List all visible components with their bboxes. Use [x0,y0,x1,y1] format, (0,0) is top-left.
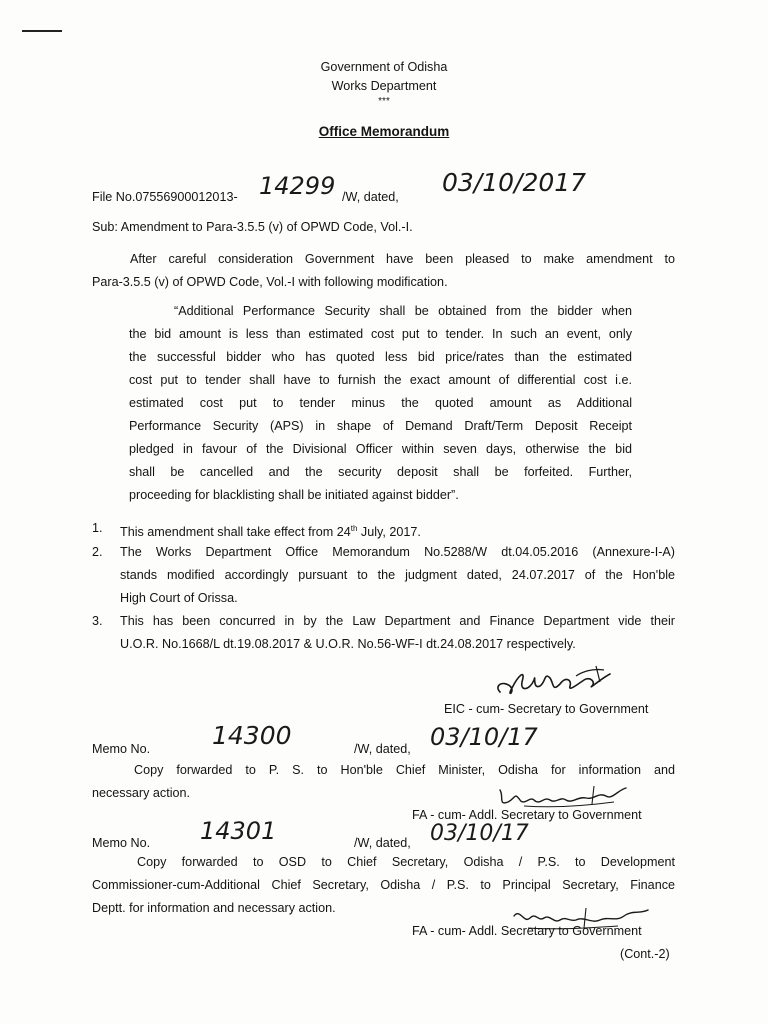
quote-line: proceeding for blacklisting shall be initiated against bidder”. [129,488,459,502]
department-name: Works Department [331,79,437,93]
point-text: This amendment shall take effect from 24th July, 2017. [120,524,421,540]
point-text: This has been concurred in by the Law Department and Finance Department vide their U.O.R. No.1668/L dt.19.08.2017 & U.O.R. No.56-WF-I dt.24.08.2017 respectively. [120,614,675,651]
memo-date-handwritten: 03/10/17 [430,723,538,751]
file-date-handwritten: 03/10/2017 [442,168,587,197]
quote-line: “Additional Performance Security shall be obtained from the bidder when [174,304,632,318]
memo-label: Memo No. [92,742,151,756]
quote-line: shall be cancelled and the security deposit shall be forfeited. Further, [129,465,632,479]
quote-line: the bid amount is less than estimated cost put to tender. In such an event, only [129,327,632,341]
intro-line: Para-3.5.5 (v) of OPWD Code, Vol.-I with following modification. [92,275,448,289]
quoted-amendment [129,300,632,507]
scan-mark [22,30,62,32]
intro-paragraph [92,248,675,294]
header [0,58,768,108]
signatory-fa-1: FA - cum- Addl. Secretary to Government [412,808,642,822]
quote-line: estimated cost put to tender minus the quoted amount as Additional [129,396,632,410]
government-name: Government of Odisha [320,60,448,74]
file-number-line [92,168,692,213]
continuation-note: (Cont.-2) [620,947,670,961]
signatory-fa-2: FA - cum- Addl. Secretary to Government [412,924,642,938]
numbered-point [92,610,675,656]
memo-date-handwritten: 03/10/17 [430,821,529,846]
memo-suffix: /W, dated, [354,836,411,850]
memo-number-handwritten: 14300 [212,721,292,750]
point-number: 1. [92,521,103,535]
quote-line: Performance Security (APS) in shape of Demand Draft/Term Deposit Receipt [129,419,632,433]
point-text: The Works Department Office Memorandum No.5288/W dt.04.05.2016 (Annexure-I-A) stands modified accordingly pursuant to the judgment dated, 24.07.2017 of the Hon'ble High Court of Orissa. [120,545,675,605]
quote-line: the successful bidder who has quoted less bid price/rates than the estimated [129,350,632,364]
quote-line: cost put to tender shall have to furnish the exact amount of differential cost i.e. [129,373,632,387]
point-number: 2. [92,545,103,559]
file-prefix: File No.07556900012013- [92,190,238,204]
memo-suffix: /W, dated, [354,742,411,756]
memo-1-body: Copy forwarded to P. S. to Hon'ble Chief Minister, Odisha for information and necessary action. [92,763,675,800]
subject-line: Sub: Amendment to Para-3.5.5 (v) of OPWD Code, Vol.-I. [92,220,413,234]
point-number: 3. [92,614,103,628]
file-number-handwritten: 14299 [259,172,336,200]
document-title: Office Memorandum [318,124,450,139]
quote-line: pledged in favour of the Divisional Officer within seven days, otherwise the bid [129,442,632,456]
header-stars: *** [378,96,390,107]
file-suffix: /W, dated, [342,190,399,204]
signatory-eic: EIC - cum- Secretary to Government [444,702,649,716]
memo-2-body: Copy forwarded to OSD to Chief Secretary, Odisha / P.S. to Development Commissioner-cum-Additional Chief Secretary, Odisha / P.S. to Principal Secretary, Finance Deptt. for information and necessary action. [92,855,675,915]
intro-line: After careful consideration Government have been pleased to make amendment to [130,252,675,266]
memo-number-handwritten: 14301 [200,817,277,845]
memo-label: Memo No. [92,836,151,850]
numbered-point [92,541,675,610]
